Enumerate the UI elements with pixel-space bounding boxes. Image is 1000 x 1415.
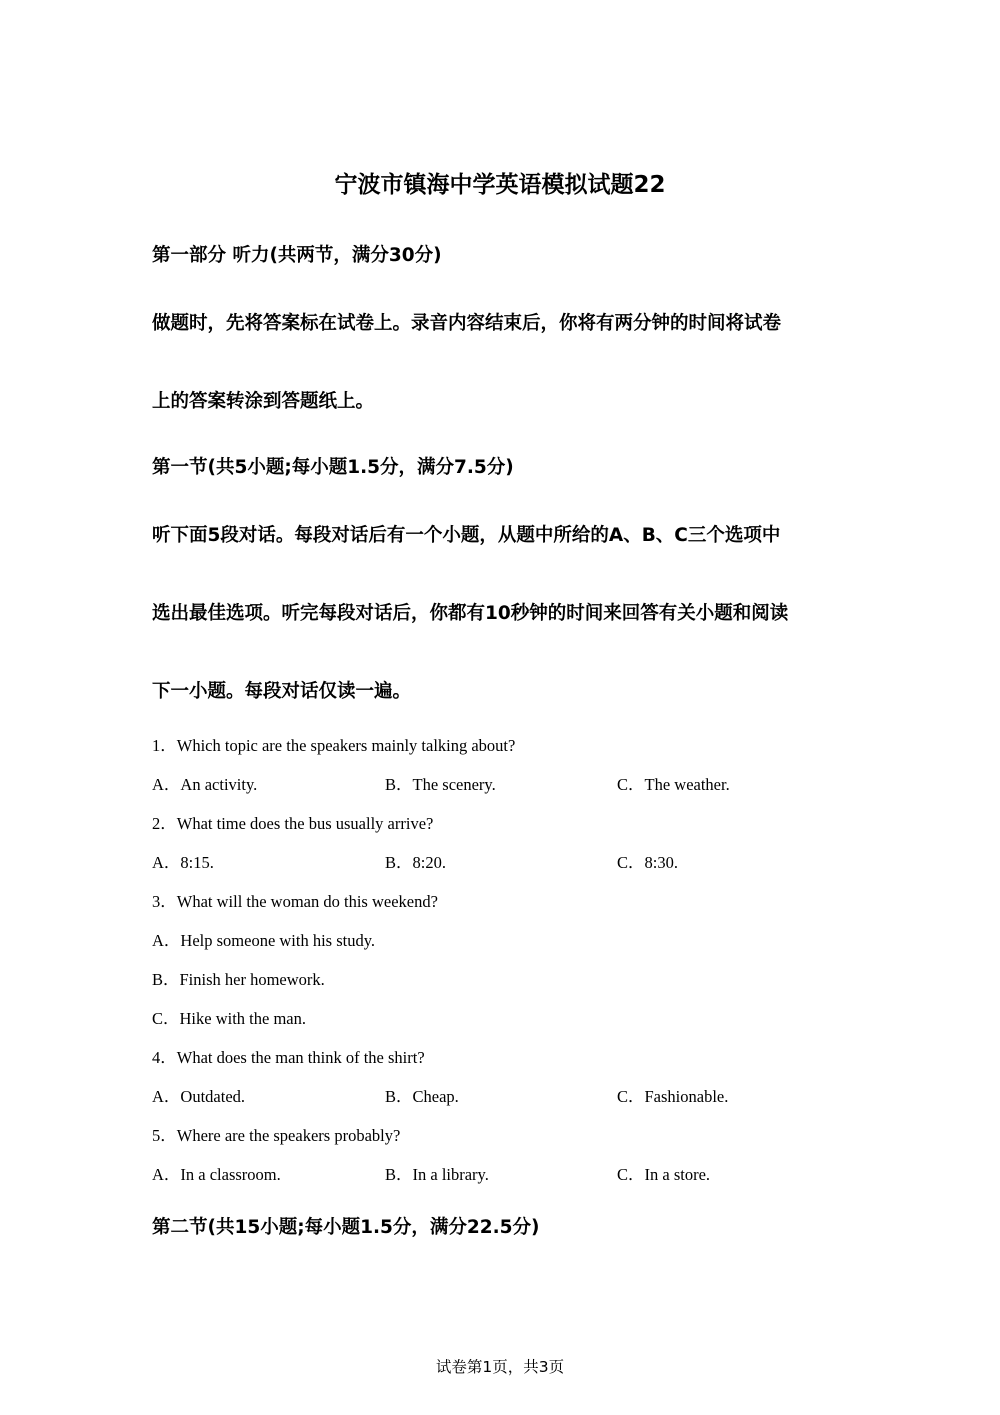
question-3-stem: 3．What will the woman do this weekend? [152, 892, 438, 911]
part1-instruction-line-1: 做题时，先将答案标在试卷上。录音内容结束后，你将有两分钟的时间将试卷 [152, 313, 782, 334]
section1-instruction-line-3: 下一小题。每段对话仅读一遍。 [152, 681, 412, 702]
question-1-option-c: C．The weather. [617, 775, 730, 794]
section1-instruction-line-2: 选出最佳选项。听完每段对话后，你都有10秒钟的时间来回答有关小题和阅读 [152, 603, 789, 624]
question-1-option-b: B．The scenery. [385, 775, 496, 794]
question-5-stem: 5．Where are the speakers probably? [152, 1126, 401, 1145]
section1-instruction-line-1: 听下面5段对话。每段对话后有一个小题，从题中所给的A、B、C三个选项中 [152, 525, 781, 546]
question-3-option-b: B．Finish her homework. [152, 970, 325, 989]
question-1-stem: 1．Which topic are the speakers mainly talking about? [152, 736, 516, 755]
question-5-option-c: C．In a store. [617, 1165, 711, 1184]
question-5-option-b: B．In a library. [385, 1165, 489, 1184]
question-2-option-b: B．8:20. [385, 853, 446, 872]
question-2-option-c: C．8:30. [617, 853, 678, 872]
question-2-stem: 2．What time does the bus usually arrive? [152, 814, 434, 833]
section1-heading: 第一节(共5小题;每小题1.5分，满分7.5分) [152, 457, 514, 478]
question-1-option-a: A．An activity. [152, 775, 258, 794]
section2-heading: 第二节(共15小题;每小题1.5分，满分22.5分) [152, 1217, 540, 1238]
part1-heading: 第一部分 听力(共两节，满分30分) [152, 245, 442, 266]
question-4-option-b: B．Cheap. [385, 1087, 459, 1106]
page-footer: 试卷第1页，共3页 [435, 1358, 565, 1376]
question-2-option-a: A．8:15. [152, 853, 214, 872]
question-4-option-a: A．Outdated. [152, 1087, 246, 1106]
question-4-option-c: C．Fashionable. [617, 1087, 729, 1106]
question-3-option-a: A．Help someone with his study. [152, 931, 376, 950]
question-3-option-c: C．Hike with the man. [152, 1009, 306, 1028]
question-5-option-a: A．In a classroom. [152, 1165, 281, 1184]
page-title: 宁波市镇海中学英语模拟试题22 [334, 172, 666, 198]
part1-instruction-line-2: 上的答案转涂到答题纸上。 [152, 391, 375, 412]
question-4-stem: 4．What does the man think of the shirt? [152, 1048, 425, 1067]
